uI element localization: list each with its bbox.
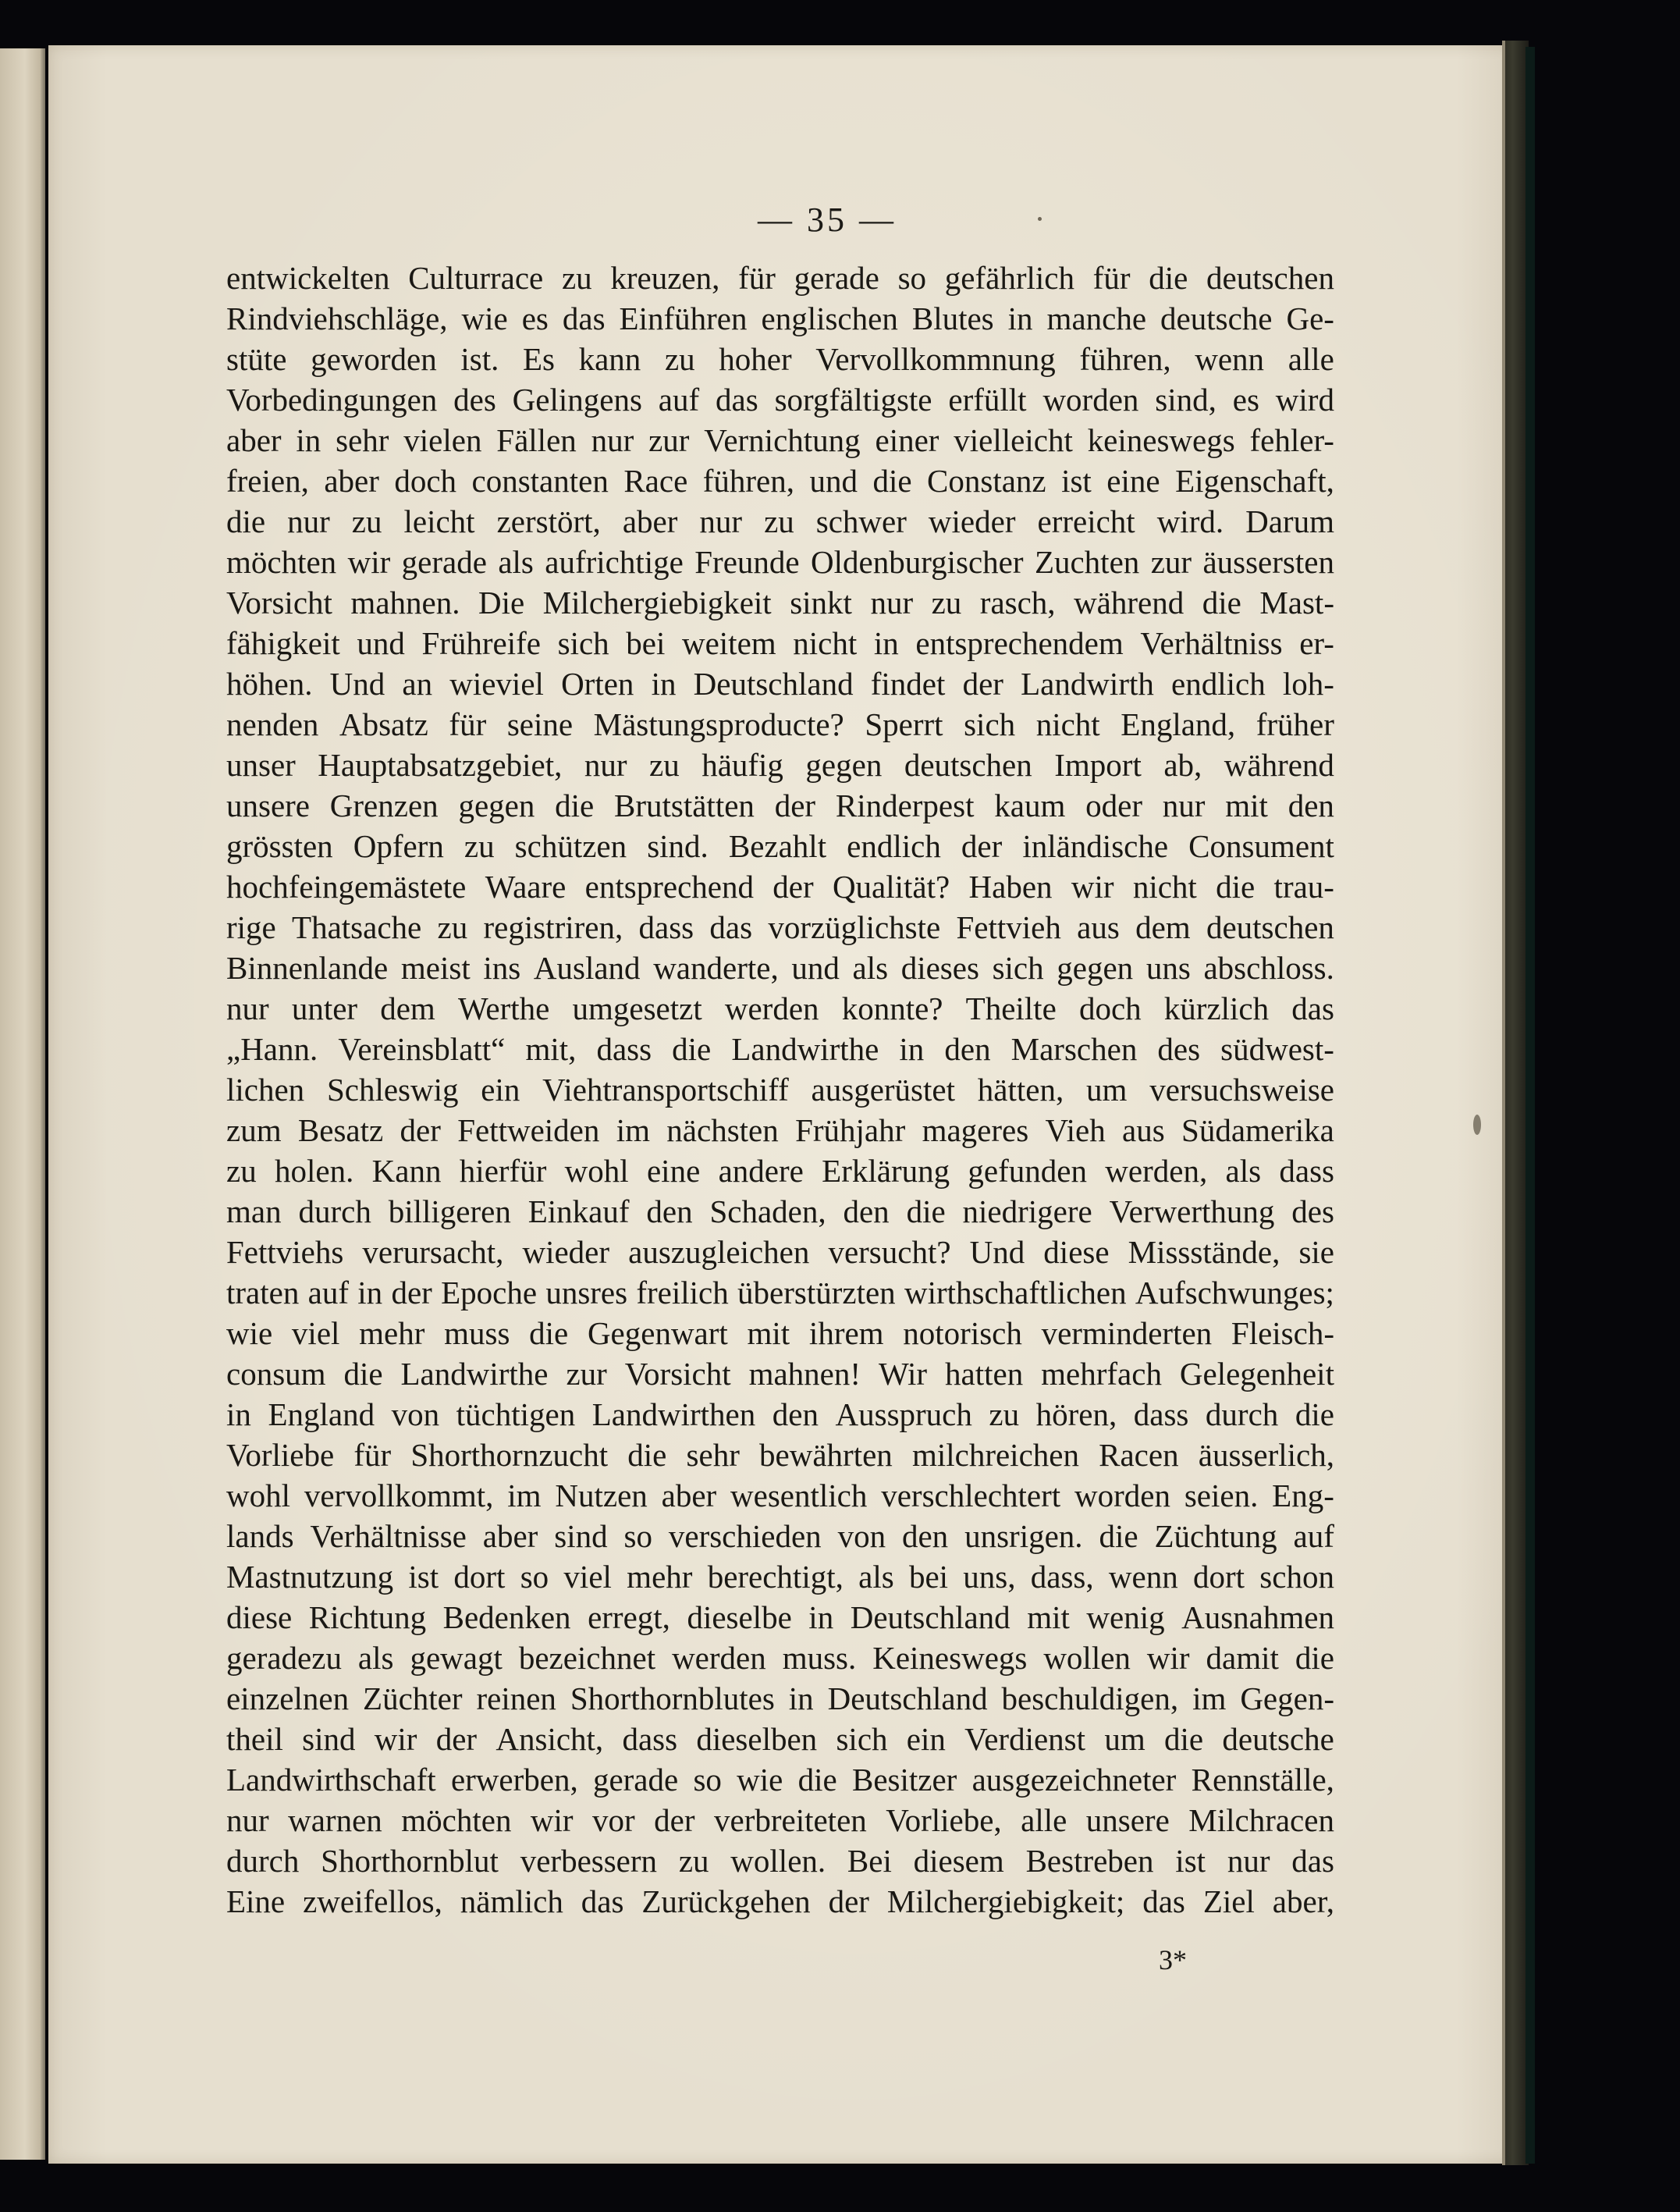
text-line: hochfeingemästete Waare entsprechend der Qualität? Haben wir nicht die trau- <box>226 869 1334 905</box>
text-line: nenden Absatz für seine Mästungsproducte? Sperrt sich nicht England, früher <box>226 706 1334 742</box>
text-line: Vorbedingungen des Gelingens auf das sorgfältigste erfüllt worden sind, es wird <box>226 382 1334 418</box>
text-line: Vorsicht mahnen. Die Milchergiebigkeit sinkt nur zu rasch, während die Mast- <box>226 585 1334 621</box>
text-line: in England von tüchtigen Landwirthen den Ausspruch zu hören, dass durch die <box>226 1396 1334 1432</box>
text-line: Eine zweifellos, nämlich das Zurückgehen der Milchergiebigkeit; das Ziel aber, <box>226 1883 1334 1919</box>
book-spine <box>1502 41 1529 2165</box>
text-line: traten auf in der Epoche unsres freilich überstürzten wirthschaftlichen Aufschwunges; <box>226 1275 1334 1310</box>
text-line: consum die Landwirthe zur Vorsicht mahnen! Wir hatten mehrfach Gelegenheit <box>226 1356 1334 1392</box>
text-line: Binnenlande meist ins Ausland wanderte, und als dieses sich gegen uns abschloss. <box>226 950 1334 986</box>
text-line: man durch billigeren Einkauf den Schaden, den die niedrigere Verwerthung des <box>226 1193 1334 1229</box>
body-text <box>226 258 1334 1922</box>
text-line: Rindviehschläge, wie es das Einführen englischen Blutes in manche deutsche Ge- <box>226 301 1334 336</box>
text-line: stüte geworden ist. Es kann zu hoher Vervollkommnung führen, wenn alle <box>226 341 1334 377</box>
text-line: zum Besatz der Fettweiden im nächsten Frühjahr mageres Vieh aus Südamerika <box>226 1112 1334 1148</box>
text-line: diese Richtung Bedenken erregt, dieselbe in Deutschland mit wenig Ausnahmen <box>226 1599 1334 1635</box>
text-line: einzelnen Züchter reinen Shorthornblutes in Deutschland beschuldigen, im Gegen- <box>226 1680 1334 1716</box>
text-line: die nur zu leicht zerstört, aber nur zu schwer wieder erreicht wird. Darum <box>226 503 1334 539</box>
text-line: Mastnutzung ist dort so viel mehr berechtigt, als bei uns, dass, wenn dort schon <box>226 1559 1334 1595</box>
text-line: wohl vervollkommt, im Nutzen aber wesentlich verschlechtert worden seien. Eng- <box>226 1478 1334 1513</box>
text-line: zu holen. Kann hierfür wohl eine andere Erklärung gefunden werden, als dass <box>226 1153 1334 1189</box>
text-line: Vorliebe für Shorthornzucht die sehr bewährten milchreichen Racen äusserlich, <box>226 1437 1334 1473</box>
text-line: durch Shorthornblut verbessern zu wollen. Bei diesem Bestreben ist nur das <box>226 1843 1334 1879</box>
text-line: lichen Schleswig ein Viehtransportschiff ausgerüstet hätten, um versuchsweise <box>226 1072 1334 1108</box>
text-line: „Hann. Vereinsblatt“ mit, dass die Landwirthe in den Marschen des südwest- <box>226 1031 1334 1067</box>
text-line: grössten Opfern zu schützen sind. Bezahlt endlich der inländische Consument <box>226 828 1334 864</box>
page-stain <box>1473 1115 1481 1135</box>
text-line: entwickelten Culturrace zu kreuzen, für gerade so gefährlich für die deutschen <box>226 260 1334 296</box>
text-line: aber in sehr vielen Fällen nur zur Vernichtung einer vielleicht keineswegs fehler- <box>226 422 1334 458</box>
text-line: theil sind wir der Ansicht, dass dieselben sich ein Verdienst um die deutsche <box>226 1721 1334 1757</box>
text-line: nur unter dem Werthe umgesetzt werden konnte? Theilte doch kürzlich das <box>226 990 1334 1026</box>
text-line: unser Hauptabsatzgebiet, nur zu häufig gegen deutschen Import ab, während <box>226 747 1334 783</box>
text-line: Landwirthschaft erwerben, gerade so wie die Besitzer ausgezeichneter Rennställe, <box>226 1762 1334 1798</box>
text-line: wie viel mehr muss die Gegenwart mit ihrem notorisch verminderten Fleisch- <box>226 1315 1334 1351</box>
text-line: geradezu als gewagt bezeichnet werden muss. Keineswegs wollen wir damit die <box>226 1640 1334 1676</box>
ink-speck <box>1038 217 1042 221</box>
text-line: fähigkeit und Frühreife sich bei weitem nicht in entsprechendem Verhältniss er- <box>226 625 1334 661</box>
book-binding-edge <box>1525 47 1535 2164</box>
text-line: Fettviehs verursacht, wieder auszugleichen versucht? Und diese Missstände, sie <box>226 1234 1334 1270</box>
signature-mark: 3* <box>1159 1944 1187 1976</box>
text-line: höhen. Und an wieviel Orten in Deutschland findet der Landwirth endlich loh- <box>226 666 1334 702</box>
text-line: nur warnen möchten wir vor der verbreiteten Vorliebe, alle unsere Milchracen <box>226 1802 1334 1838</box>
text-line: möchten wir gerade als aufrichtige Freunde Oldenburgischer Zuchten zur äussersten <box>226 544 1334 580</box>
text-line: unsere Grenzen gegen die Brutstätten der Rinderpest kaum oder nur mit den <box>226 788 1334 823</box>
text-line: freien, aber doch constanten Race führen, und die Constanz ist eine Eigenschaft, <box>226 463 1334 499</box>
facing-page-edge <box>0 48 45 2160</box>
text-line: rige Thatsache zu registriren, dass das vorzüglichste Fettvieh aus dem deutschen <box>226 909 1334 945</box>
text-line: lands Verhältnisse aber sind so verschieden von den unsrigen. die Züchtung auf <box>226 1518 1334 1554</box>
page-number-header: — 35 — <box>758 201 897 239</box>
